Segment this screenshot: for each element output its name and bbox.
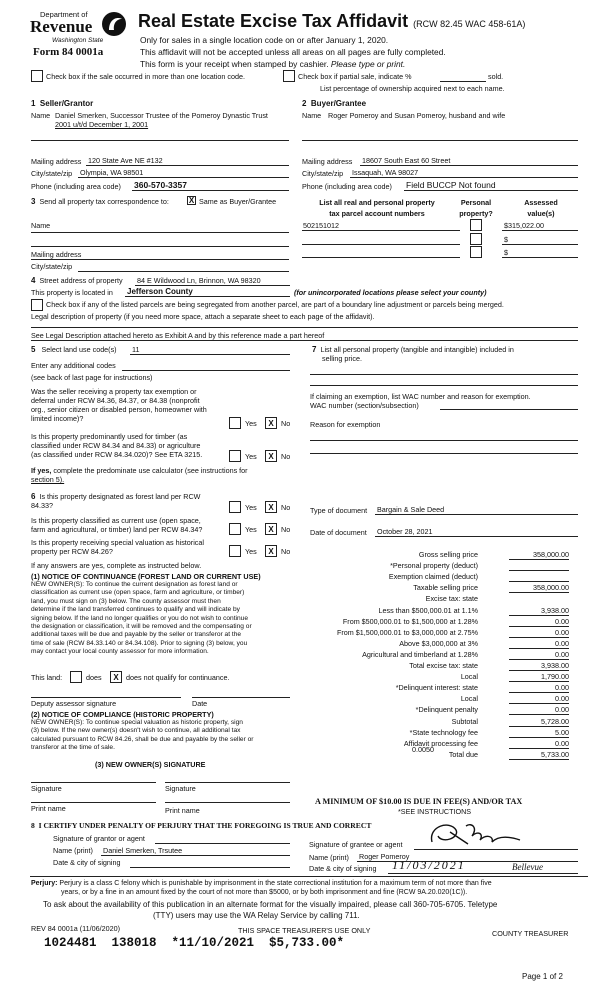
calc-label: Taxable selling price bbox=[413, 583, 478, 593]
calc-label: Exemption claimed (deduct) bbox=[388, 572, 478, 582]
buyer-phone-underline bbox=[404, 190, 578, 191]
grantor-sig-label: Signature of grantor or agent bbox=[53, 834, 145, 843]
if-yes-text: If yes, complete the predominate use calculator (see instructions for section 5). bbox=[31, 466, 248, 484]
calc-value[interactable] bbox=[509, 561, 569, 571]
buyer-name-label: Name bbox=[302, 111, 322, 120]
q-timber-text: Is this property predominantly used for timber (as classified under RCW 84.34 and 84.33) or agriculture (as classified under RCW 84.34.020)? See ETA 3215. bbox=[31, 432, 203, 459]
minimum-notice: A MINIMUM OF $10.00 IS DUE IN FEE(S) AND/OR TAX bbox=[315, 797, 523, 806]
q-forest-yes-label: Yes bbox=[245, 503, 257, 512]
seller-mail-underline bbox=[86, 165, 289, 166]
owner-signature-label-1: Signature bbox=[31, 784, 62, 793]
grantor-name[interactable]: Daniel Smerken, Trsutee bbox=[103, 846, 183, 855]
q-forest-text: 6 Is this property designated as forest land per RCW 84.33? bbox=[31, 492, 201, 510]
does-not-checkbox[interactable]: X bbox=[110, 671, 122, 683]
calc-value[interactable]: 0.00 bbox=[509, 694, 569, 704]
q-timber-yes-label: Yes bbox=[245, 452, 257, 461]
calc-label: Local bbox=[460, 672, 478, 682]
reason-label: Reason for exemption bbox=[310, 420, 381, 429]
parcel-value-1-line bbox=[502, 230, 578, 231]
buyer-mail-label: Mailing address bbox=[302, 157, 353, 166]
q-exemption-no-checkbox[interactable]: X bbox=[265, 417, 277, 429]
seller-city[interactable]: Olympia, WA 98501 bbox=[80, 168, 144, 177]
legal-underline bbox=[31, 340, 578, 341]
revenue-logo-icon bbox=[100, 10, 128, 38]
footer-divider bbox=[30, 876, 588, 877]
seller-phone-label: Phone (including area code) bbox=[31, 182, 121, 191]
seller-name-line2[interactable]: 2001 u/t/d December 1, 2001 bbox=[55, 120, 149, 129]
calc-value[interactable]: 358,000.00 bbox=[509, 583, 569, 593]
buyer-name-underline bbox=[302, 140, 578, 141]
seller-mail-label: Mailing address bbox=[31, 157, 82, 166]
header-line2: This affidavit will not be accepted unless all areas on all pages are fully completed. bbox=[140, 47, 446, 57]
notice2-title: (2) NOTICE OF COMPLIANCE (HISTORIC PROPERTY) bbox=[31, 710, 214, 719]
parcel-row-2-line[interactable] bbox=[302, 244, 460, 245]
grantee-name-label: Name (print) bbox=[309, 853, 349, 862]
q-current-use-yes-checkbox[interactable] bbox=[229, 523, 241, 535]
calc-label: From $500,000.01 to $1,500,000 at 1.28% bbox=[342, 616, 478, 626]
parcel-col1-header: List all real and personal property tax parcel account numbers bbox=[319, 198, 435, 218]
additional-codes-field[interactable] bbox=[122, 370, 290, 371]
segregate-checkbox[interactable] bbox=[31, 299, 43, 311]
q-forest-no-label: No bbox=[281, 503, 291, 512]
deputy-sig-label: Deputy assessor signature bbox=[31, 699, 117, 708]
same-as-buyer-checkbox[interactable]: X bbox=[188, 196, 195, 205]
parcel-number-1[interactable]: 502151012 bbox=[303, 221, 339, 230]
grantor-name-label: Name (print) bbox=[53, 846, 93, 855]
seller-phone-underline bbox=[132, 190, 289, 191]
calc-value[interactable]: 0.00 bbox=[509, 739, 569, 749]
parcel-row-3-line[interactable] bbox=[302, 257, 460, 258]
q-timber-yes-checkbox[interactable] bbox=[229, 450, 241, 462]
does-label: does bbox=[86, 673, 102, 682]
partial-pct-field[interactable] bbox=[440, 81, 486, 82]
q-historic-no-checkbox[interactable]: X bbox=[265, 545, 277, 557]
section3-name-field-2[interactable] bbox=[31, 246, 289, 247]
treasurer-use: THIS SPACE TREASURER'S USE ONLY bbox=[238, 926, 371, 935]
grantee-date-label: Date & city of signing bbox=[309, 864, 377, 873]
calc-label: *Personal property (deduct) bbox=[390, 561, 478, 571]
q-exemption-yes-checkbox[interactable] bbox=[229, 417, 241, 429]
wac-number-field[interactable] bbox=[440, 409, 578, 410]
q-forest-yes-checkbox[interactable] bbox=[229, 501, 241, 513]
parcel-value-2[interactable]: $ bbox=[504, 235, 508, 244]
personal-property-line-1[interactable] bbox=[310, 374, 578, 375]
calc-label: Affidavit processing fee bbox=[403, 738, 478, 748]
parcel-col3-header: Assessed value(s) bbox=[524, 198, 558, 218]
calc-value[interactable]: 0.00 bbox=[509, 639, 569, 649]
owner-print-line-1[interactable] bbox=[31, 802, 156, 803]
doc-date-label: Date of document bbox=[310, 528, 367, 537]
form-number: Form 84 0001a bbox=[33, 46, 104, 58]
does-checkbox[interactable] bbox=[70, 671, 82, 683]
calc-value[interactable]: 0.00 bbox=[509, 683, 569, 693]
grantee-name[interactable]: Roger Pomeroy bbox=[359, 852, 410, 861]
doc-date-value[interactable]: October 28, 2021 bbox=[377, 527, 433, 536]
grantee-city[interactable]: Bellevue bbox=[512, 862, 543, 872]
parcel-row-1-line bbox=[302, 230, 460, 231]
accessibility-text: To ask about the availability of this publication in an alternate format for the visually impaired, please call 360-705-6705. Teletype (TTY) users may use the WA Relay Service by calling 711. bbox=[43, 900, 498, 920]
calc-value[interactable]: 5.00 bbox=[509, 728, 569, 738]
notice1-body: NEW OWNER(S): To continue the current designation as forest land or classification as current use (open space, farm and agriculture, or timber) land, you must sign on (3) below. The county assessor must then determine if the land transferred continues to qualify and will indicate by signing below. If the land no longer qualifies or you do not wish to continue the designation or classification, it will be removed and the compensating or additional taxes will be due and payable by the seller or transferor at the time of sale (RCW 84.33.140 or 84.34.108). Prior to signing (3) below, you may contact your local county assessor for more information. bbox=[31, 581, 252, 656]
notice2-body: NEW OWNER(S): To continue special valuation as historic property, sign (3) below. If the new owner(s) doesn't wish to continue, all additional tax calculated pursuant to RCW 84.26, shall be due and payable by the seller or transferor at the time of sale. bbox=[31, 719, 254, 752]
calc-label: Less than $500,000.01 at 1.1% bbox=[378, 605, 478, 615]
calc-label: Local bbox=[460, 694, 478, 704]
calc-label: Subtotal bbox=[451, 716, 478, 726]
section3-city-field[interactable] bbox=[78, 271, 289, 272]
section7-text: 7 List all personal property (tangible and intangible) included in selling price. bbox=[312, 345, 514, 363]
owner-print-line-2[interactable] bbox=[165, 802, 290, 803]
calc-label: Total excise tax: state bbox=[409, 661, 478, 670]
calc-label: Total due bbox=[448, 749, 478, 759]
grantee-sig-label: Signature of grantee or agent bbox=[309, 840, 403, 849]
dept-name: Revenue bbox=[30, 17, 93, 36]
buyer-name[interactable]: Roger Pomeroy and Susan Pomeroy, husband and wife bbox=[328, 111, 506, 120]
q-current-use-no-checkbox[interactable]: X bbox=[265, 523, 277, 535]
dept-line1: Department of bbox=[40, 10, 88, 19]
rev-number: REV 84 0001a (11/06/2020) bbox=[31, 924, 120, 933]
this-land-label: This land: bbox=[31, 673, 63, 682]
certify-text: 8 I CERTIFY UNDER PENALTY OF PERJURY THAT THE FOREGOING IS TRUE AND CORRECT bbox=[31, 821, 372, 830]
exemption-text: If claiming an exemption, list WAC number and reason for exemption. WAC number (section/subsection) bbox=[310, 392, 531, 410]
multi-location-checkbox[interactable] bbox=[31, 70, 43, 82]
doc-date-underline bbox=[375, 536, 578, 537]
grantor-date-label: Date & city of signing bbox=[53, 858, 121, 867]
notice1-title: (1) NOTICE OF CONTINUANCE (FOREST LAND OR CURRENT USE) bbox=[31, 572, 261, 581]
seller-phone[interactable]: 360-570-3357 bbox=[134, 180, 187, 190]
partial-sale-label: Check box if partial sale, indicate % bbox=[298, 72, 412, 81]
calc-value[interactable]: 3,938.00 bbox=[509, 661, 569, 671]
doc-type-value[interactable]: Bargain & Sale Deed bbox=[377, 505, 445, 514]
parcel-col2-header: Personal property? bbox=[459, 198, 493, 218]
buyer-mail-underline bbox=[360, 165, 578, 166]
buyer-city-underline bbox=[350, 177, 578, 178]
land-use-code[interactable]: 11 bbox=[132, 345, 140, 354]
section3-city-label: City/state/zip bbox=[31, 262, 73, 271]
calc-value[interactable]: 358,000.00 bbox=[509, 550, 569, 560]
section3-mail-field[interactable] bbox=[31, 259, 289, 260]
personal-property-line-2[interactable] bbox=[310, 385, 578, 386]
q-timber-no-checkbox[interactable]: X bbox=[265, 450, 277, 462]
seller-name-label: Name bbox=[31, 111, 51, 120]
segregate-label: Check box if any of the listed parcels are being segregated from another parcel, are part of a boundary line adjustment or parcels being merged. bbox=[46, 300, 504, 309]
form-title: Real Estate Excise Tax Affidavit (RCW 82.45 WAC 458-61A) bbox=[138, 11, 526, 31]
parcel-value-3-line bbox=[502, 257, 578, 258]
county-treasurer: COUNTY TREASURER bbox=[492, 929, 569, 938]
q-historic-yes-label: Yes bbox=[245, 547, 257, 556]
buyer-mail[interactable]: 18607 South East 60 Street bbox=[362, 156, 451, 165]
dept-state: Washington State bbox=[52, 37, 104, 44]
calc-label: From $1,500,000.01 to $3,000,000 at 2.75% bbox=[336, 627, 478, 637]
q-current-use-text: Is this property classified as current use (open space, farm and agricultural, or timber) land per RCW 84.34? bbox=[31, 516, 203, 534]
calc-label: Agricultural and timberland at 1.28% bbox=[362, 649, 478, 659]
partial-sale-checkbox[interactable] bbox=[283, 70, 295, 82]
deputy-date-label: Date bbox=[192, 699, 208, 708]
see-back-label: (see back of last page for instructions) bbox=[31, 373, 153, 382]
calc-value[interactable] bbox=[509, 572, 569, 582]
calc-label: Gross selling price bbox=[418, 550, 478, 559]
local-rate: 0.0050 bbox=[412, 745, 434, 754]
q-historic-no-label: No bbox=[281, 547, 291, 556]
land-use-label: 5 Select land use code(s) bbox=[31, 345, 117, 354]
sold-label: sold. bbox=[488, 72, 504, 81]
parcel-value-2-line bbox=[502, 244, 578, 245]
header-line3: This form is your receipt when stamped by cashier. Please type or print. bbox=[140, 59, 406, 69]
seller-city-underline bbox=[78, 177, 289, 178]
reason-line-1[interactable] bbox=[310, 440, 578, 441]
perjury-text: Perjury: Perjury is a class C felony which is punishable by imprisonment in the state correctional institution for a maximum term of not more than five years, or by a fine in an amount fixed by the court of not more than $5000, or by both imprisonment and fine (RCW 9A.20.020(1C)). bbox=[31, 880, 492, 896]
owner-signature-line-1[interactable] bbox=[31, 782, 156, 783]
parcel-personal-checkbox-1[interactable] bbox=[470, 219, 482, 231]
county-label: This property is located in bbox=[31, 288, 113, 297]
calc-value[interactable]: 3,938.00 bbox=[509, 606, 569, 616]
q-current-use-yes-label: Yes bbox=[245, 525, 257, 534]
q-exemption-no-label: No bbox=[281, 419, 291, 428]
page-number: Page 1 of 2 bbox=[522, 972, 563, 981]
calc-label: Above $3,000,000 at 3% bbox=[399, 638, 478, 648]
buyer-heading: 2 Buyer/Grantee bbox=[302, 99, 367, 108]
grantee-date[interactable]: 11/03/2021 bbox=[392, 858, 466, 872]
doc-type-underline bbox=[375, 514, 578, 515]
grantee-date-line bbox=[388, 873, 578, 874]
deputy-signature-line[interactable] bbox=[31, 697, 181, 698]
county-underline bbox=[125, 296, 290, 297]
q-historic-yes-checkbox[interactable] bbox=[229, 545, 241, 557]
seller-name-underline bbox=[31, 140, 289, 141]
calc-label: Excise tax: state bbox=[425, 594, 478, 604]
calc-value[interactable]: 0.00 bbox=[509, 705, 569, 715]
street-address[interactable]: 84 E Wildwood Ln, Brinnon, WA 98320 bbox=[137, 276, 261, 285]
q-historic-text: Is this property receiving special valuation as historical property per RCW 84.26? bbox=[31, 538, 204, 556]
calc-value[interactable]: 0.00 bbox=[509, 650, 569, 660]
buyer-phone-label: Phone (including area code) bbox=[302, 182, 392, 191]
treasurer-stamp: 1024481 138018 *11/10/2021 $5,733.00* bbox=[44, 936, 345, 950]
parcel-value-1[interactable]: $315,022.00 bbox=[504, 221, 544, 230]
grantor-name-line bbox=[101, 855, 290, 856]
land-use-underline bbox=[130, 354, 290, 355]
seller-name[interactable]: Daniel Smerken, Successor Trustee of the Pomeroy Dynastic Trust bbox=[55, 111, 268, 120]
county-note: (for unincorporated locations please select your county) bbox=[294, 288, 487, 297]
q-timber-no-label: No bbox=[281, 452, 291, 461]
q-forest-no-checkbox[interactable]: X bbox=[265, 501, 277, 513]
grantee-signature-icon bbox=[420, 818, 530, 854]
grantor-sig-line[interactable] bbox=[155, 843, 290, 844]
calc-value[interactable]: 0.00 bbox=[509, 628, 569, 638]
multi-location-label: Check box if the sale occurred in more than one location code. bbox=[46, 72, 245, 81]
grantee-name-line bbox=[357, 861, 578, 862]
see-instructions: *SEE INSTRUCTIONS bbox=[398, 807, 472, 816]
street-label: 4 Street address of property bbox=[31, 276, 123, 285]
owner-signature-line-2[interactable] bbox=[165, 782, 290, 783]
calc-value[interactable]: 0.00 bbox=[509, 617, 569, 627]
parcel-value-3[interactable]: $ bbox=[504, 248, 508, 257]
owner-signature-label-2: Signature bbox=[165, 784, 196, 793]
same-as-buyer-label: Same as Buyer/Grantee bbox=[199, 197, 277, 206]
calc-value[interactable]: 5,733.00 bbox=[509, 750, 569, 760]
reason-line-2[interactable] bbox=[310, 453, 578, 454]
parcel-personal-checkbox-3[interactable] bbox=[470, 246, 482, 258]
additional-codes-label: Enter any additional codes bbox=[31, 361, 116, 370]
doc-type-label: Type of document bbox=[310, 506, 368, 515]
calc-label: *Delinquent penalty bbox=[415, 705, 478, 715]
q-exemption-text: Was the seller receiving a property tax exemption or deferral under RCW 84.36, 84.37, or 84.38 (nonprofit org., senior citizen or disabled person, homeowner with limited income)? bbox=[31, 387, 207, 423]
buyer-city-label: City/state/zip bbox=[302, 169, 344, 178]
calc-label: *Delinquent interest: state bbox=[395, 683, 478, 693]
calc-label: *State technology fee bbox=[409, 727, 478, 737]
legal-line-blank[interactable] bbox=[31, 327, 578, 328]
legal-label: Legal description of property (if you need more space, attach a separate sheet to each page of the affidavit). bbox=[31, 312, 375, 321]
grantor-date-line[interactable] bbox=[130, 867, 290, 868]
deputy-date-line[interactable] bbox=[192, 697, 290, 698]
owner-print-label-2: Print name bbox=[165, 806, 200, 815]
seller-heading: 1 Seller/Grantor bbox=[31, 99, 94, 108]
q-exemption-yes-label: Yes bbox=[245, 419, 257, 428]
county-value[interactable]: Jefferson County bbox=[127, 287, 193, 296]
pct-note: List percentage of ownership acquired next to each name. bbox=[320, 84, 505, 93]
buyer-city[interactable]: Issaquah, WA 98027 bbox=[352, 168, 419, 177]
section3-mail-label: Mailing address bbox=[31, 250, 82, 259]
owner-print-label-1: Print name bbox=[31, 804, 66, 813]
calc-value[interactable]: 5,728.00 bbox=[509, 717, 569, 727]
calc-value[interactable]: 1,790.00 bbox=[509, 672, 569, 682]
seller-mail[interactable]: 120 State Ave NE #132 bbox=[88, 156, 163, 165]
parcel-personal-checkbox-2[interactable] bbox=[470, 233, 482, 245]
seller-city-label: City/state/zip bbox=[31, 169, 73, 178]
q-current-use-no-label: No bbox=[281, 525, 291, 534]
street-underline bbox=[135, 285, 290, 286]
section3-name-field[interactable] bbox=[31, 232, 289, 233]
legal-value[interactable]: See Legal Description attached hereto as Exhibit A and by this reference made a part hereof bbox=[31, 331, 325, 340]
header-line1: Only for sales in a single location code on or after January 1, 2020. bbox=[140, 35, 389, 45]
section3-text: 3 Send all property tax correspondence to: bbox=[31, 197, 169, 206]
section3-name-label: Name bbox=[31, 221, 51, 230]
answers-note: If any answers are yes, complete as instructed below. bbox=[31, 561, 202, 570]
buyer-phone[interactable]: Field BUCCP Not found bbox=[406, 180, 496, 190]
does-not-label: does not qualify for continuance. bbox=[126, 673, 230, 682]
notice3-title: (3) NEW OWNER(S) SIGNATURE bbox=[95, 760, 206, 769]
